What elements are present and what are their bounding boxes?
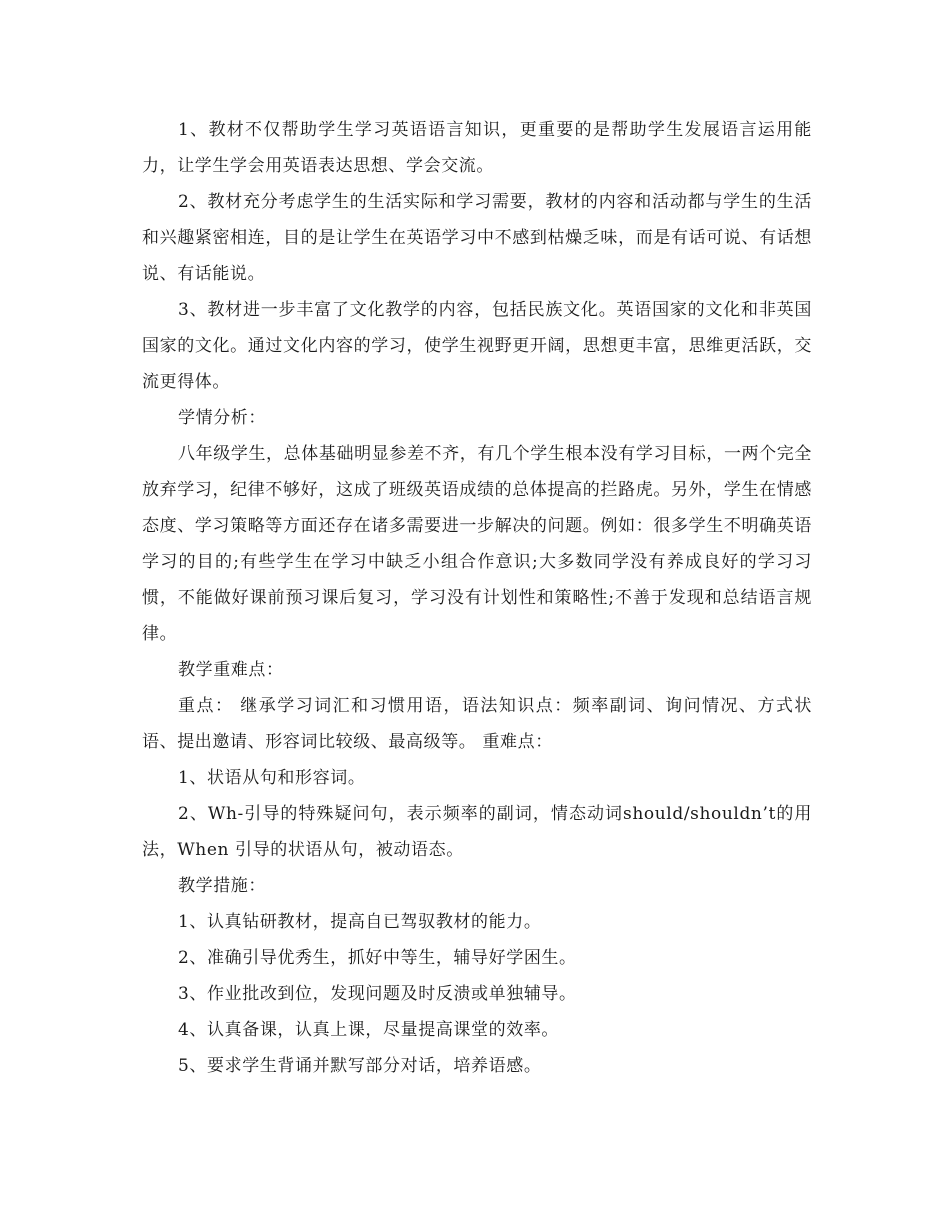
paragraph-measure-1: 1、认真钻研教材，提高自已驾驭教材的能力。 — [178, 912, 542, 932]
paragraph-student-analysis: 八年级学生，总体基础明显参差不齐，有几个学生根本没有学习目标，一两个完全放弃学习，纪律不够好，这成了班级英语成绩的总体提高的拦路虎。另外，学生在情感态度、学习策略等方面还存在诸多需要进一步解决的问题。例如：很多学生不明确英语学习的目的;有些学生在学习中缺乏小组合作意识;大多数同学没有养成良好的学习习惯，不能做好课前预习课后复习，学习没有计划性和策略性;不善于发现和总结语言规律。 — [142, 444, 812, 644]
heading-key-difficult-points: 教学重难点： — [178, 660, 284, 680]
paragraph-measure-4: 4、认真备课，认真上课，尽量提高课堂的效率。 — [178, 1020, 560, 1040]
paragraph-difficult-point-2: 2、Wh-引导的特殊疑问句，表示频率的副词，情态动词should/shouldn’t的用法，When 引导的状语从句，被动语态。 — [142, 804, 812, 860]
paragraph-difficult-point-1: 1、状语从句和形容词。 — [178, 768, 366, 788]
paragraph-measure-3: 3、作业批改到位，发现问题及时反溃或单独辅导。 — [178, 984, 577, 1004]
paragraph-textbook-point-2: 2、教材充分考虑学生的生活实际和学习需要，教材的内容和活动都与学生的生活和兴趣紧密相连，目的是让学生在英语学习中不感到枯燥乏味，而是有话可说、有话想说、有话能说。 — [142, 192, 812, 284]
paragraph-measure-2: 2、准确引导优秀生，抓好中等生，辅导好学困生。 — [178, 948, 577, 968]
document-body — [142, 112, 812, 1084]
heading-teaching-measures: 教学措施： — [178, 876, 266, 896]
paragraph-measure-5: 5、要求学生背诵并默写部分对话，培养语感。 — [178, 1056, 542, 1076]
paragraph-key-points: 重点： 继承学习词汇和习惯用语，语法知识点：频率副词、询问情况、方式状语、提出邀请、形容词比较级、最高级等。 重难点： — [142, 696, 812, 752]
heading-student-analysis: 学情分析： — [178, 408, 266, 428]
paragraph-textbook-point-1: 1、教材不仅帮助学生学习英语语言知识，更重要的是帮助学生发展语言运用能力，让学生学会用英语表达思想、学会交流。 — [142, 120, 812, 176]
paragraph-textbook-point-3: 3、教材进一步丰富了文化教学的内容，包括民族文化。英语国家的文化和非英国国家的文化。通过文化内容的学习，使学生视野更开阔，思想更丰富，思维更活跃，交流更得体。 — [142, 300, 812, 392]
